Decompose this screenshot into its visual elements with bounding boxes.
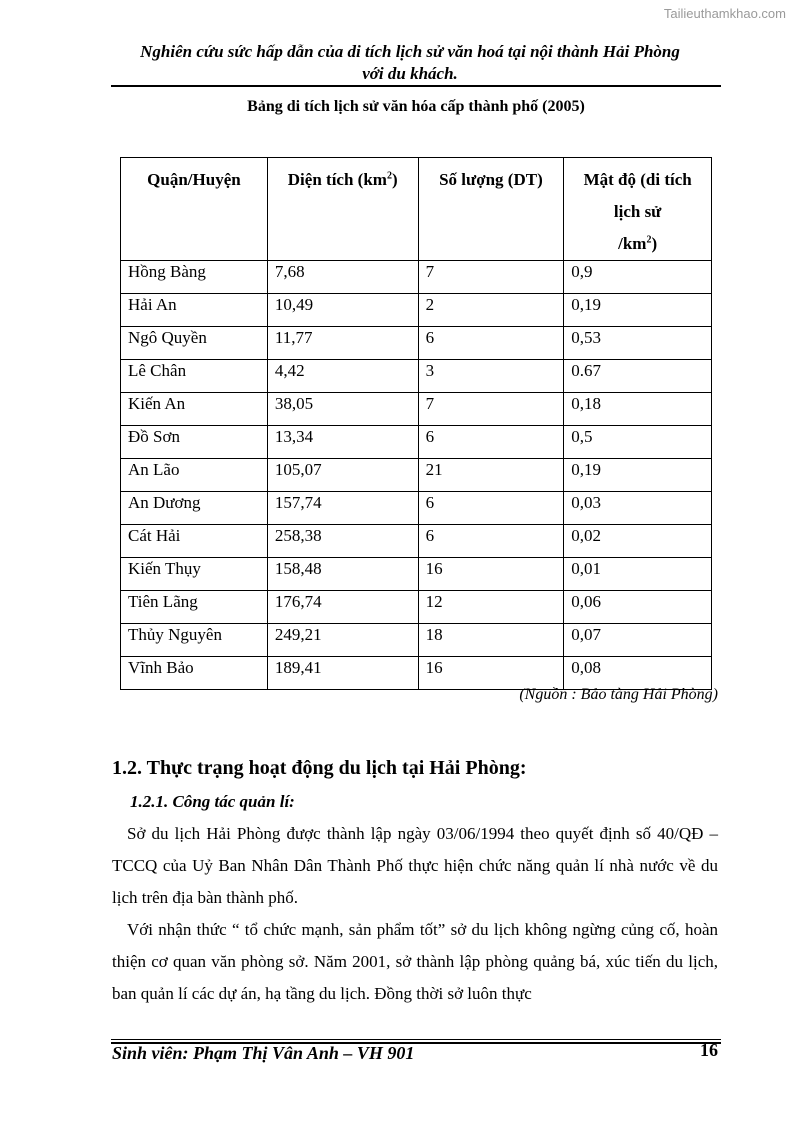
table-row <box>121 294 712 327</box>
cell-district: An Lão <box>121 459 268 492</box>
cell-count: 21 <box>418 459 564 492</box>
cell-district: Đồ Sơn <box>121 426 268 459</box>
cell-count: 16 <box>418 657 564 690</box>
cell-density: 0,18 <box>564 393 712 426</box>
header-title-line2: với du khách. <box>362 64 458 83</box>
cell-area: 11,77 <box>267 327 418 360</box>
cell-count: 6 <box>418 525 564 558</box>
cell-district: Thủy Nguyên <box>121 624 268 657</box>
cell-area: 158,48 <box>267 558 418 591</box>
cell-area: 4,42 <box>267 360 418 393</box>
cell-density: 0,02 <box>564 525 712 558</box>
cell-density: 0,19 <box>564 459 712 492</box>
table-row <box>121 327 712 360</box>
cell-count: 18 <box>418 624 564 657</box>
cell-count: 3 <box>418 360 564 393</box>
cell-area: 7,68 <box>267 261 418 294</box>
cell-area: 176,74 <box>267 591 418 624</box>
header-title-line1: Nghiên cứu sức hấp dẫn của di tích lịch sử văn hoá tại nội thành Hải Phòng <box>140 42 680 61</box>
table-row <box>121 261 712 294</box>
cell-density: 0,03 <box>564 492 712 525</box>
cell-area: 10,49 <box>267 294 418 327</box>
paragraph-2: Với nhận thức “ tổ chức mạnh, sản phẩm tốt” sở du lịch không ngừng củng cố, hoàn thiện cơ quan văn phòng sở. Năm 2001, sở thành lập phòng quảng bá, xúc tiến du lịch, ban quản lí các dự án, hạ tầng du lịch. Đồng thời sở luôn thực <box>112 920 718 1003</box>
cell-area: 249,21 <box>267 624 418 657</box>
table-source-note: (Nguồn : Bảo tàng Hải Phòng) <box>519 686 718 703</box>
running-header <box>100 41 720 85</box>
cell-density: 0,53 <box>564 327 712 360</box>
cell-count: 7 <box>418 261 564 294</box>
table-row <box>121 525 712 558</box>
cell-district: Kiến An <box>121 393 268 426</box>
table-row <box>121 657 712 690</box>
cell-area: 258,38 <box>267 525 418 558</box>
cell-district: Hải An <box>121 294 268 327</box>
cell-district: An Dương <box>121 492 268 525</box>
paragraph-1: Sở du lịch Hải Phòng được thành lập ngày 03/06/1994 theo quyết định số 40/QĐ – TCCQ của Uỷ Ban Nhân Dân Thành Phố thực hiện chức năng quản lí nhà nước về du lịch trên địa bàn thành phố. <box>112 824 718 907</box>
subsection-heading: 1.2.1. Công tác quản lí: <box>130 792 295 811</box>
cell-area: 13,34 <box>267 426 418 459</box>
cell-district: Lê Chân <box>121 360 268 393</box>
table-row <box>121 360 712 393</box>
table-row <box>121 624 712 657</box>
table-caption: Bảng di tích lịch sử văn hóa cấp thành phố (2005) <box>247 98 585 115</box>
cell-district: Tiên Lãng <box>121 591 268 624</box>
header-divider <box>111 85 721 87</box>
cell-count: 16 <box>418 558 564 591</box>
cell-district: Cát Hải <box>121 525 268 558</box>
table-row <box>121 591 712 624</box>
page-number: 16 <box>700 1040 718 1060</box>
heritage-density-table <box>120 157 712 690</box>
table-row <box>121 393 712 426</box>
section-heading: 1.2. Thực trạng hoạt động du lịch tại Hải Phòng: <box>112 757 527 779</box>
cell-area: 157,74 <box>267 492 418 525</box>
cell-count: 12 <box>418 591 564 624</box>
cell-density: 0,07 <box>564 624 712 657</box>
cell-area: 105,07 <box>267 459 418 492</box>
footer-author: Sinh viên: Phạm Thị Vân Anh – VH 901 <box>112 1043 415 1063</box>
cell-density: 0,9 <box>564 261 712 294</box>
cell-density: 0,08 <box>564 657 712 690</box>
cell-area: 38,05 <box>267 393 418 426</box>
table-row <box>121 492 712 525</box>
cell-district: Hồng Bàng <box>121 261 268 294</box>
cell-count: 6 <box>418 327 564 360</box>
cell-count: 6 <box>418 426 564 459</box>
table-row <box>121 558 712 591</box>
cell-density: 0,01 <box>564 558 712 591</box>
cell-density: 0,06 <box>564 591 712 624</box>
cell-district: Ngô Quyền <box>121 327 268 360</box>
table-row <box>121 459 712 492</box>
cell-count: 7 <box>418 393 564 426</box>
table-header-row <box>121 158 712 261</box>
header-district: Quận/Huyện <box>121 158 268 261</box>
header-count: Số lượng (DT) <box>418 158 564 261</box>
cell-district: Vĩnh Bảo <box>121 657 268 690</box>
watermark-text: Tailieuthamkhao.com <box>663 6 786 21</box>
header-area: Diện tích $(km^2)$ <box>267 158 418 261</box>
cell-density: 0,19 <box>564 294 712 327</box>
table-row <box>121 426 712 459</box>
cell-count: 2 <box>418 294 564 327</box>
cell-density: 0.67 <box>564 360 712 393</box>
cell-district: Kiến Thụy <box>121 558 268 591</box>
footer-divider-thin <box>111 1039 721 1040</box>
cell-density: 0,5 <box>564 426 712 459</box>
header-density: Mật độ (di tích lịch sử $/km^2$) <box>564 158 712 261</box>
cell-count: 6 <box>418 492 564 525</box>
cell-area: 189,41 <box>267 657 418 690</box>
